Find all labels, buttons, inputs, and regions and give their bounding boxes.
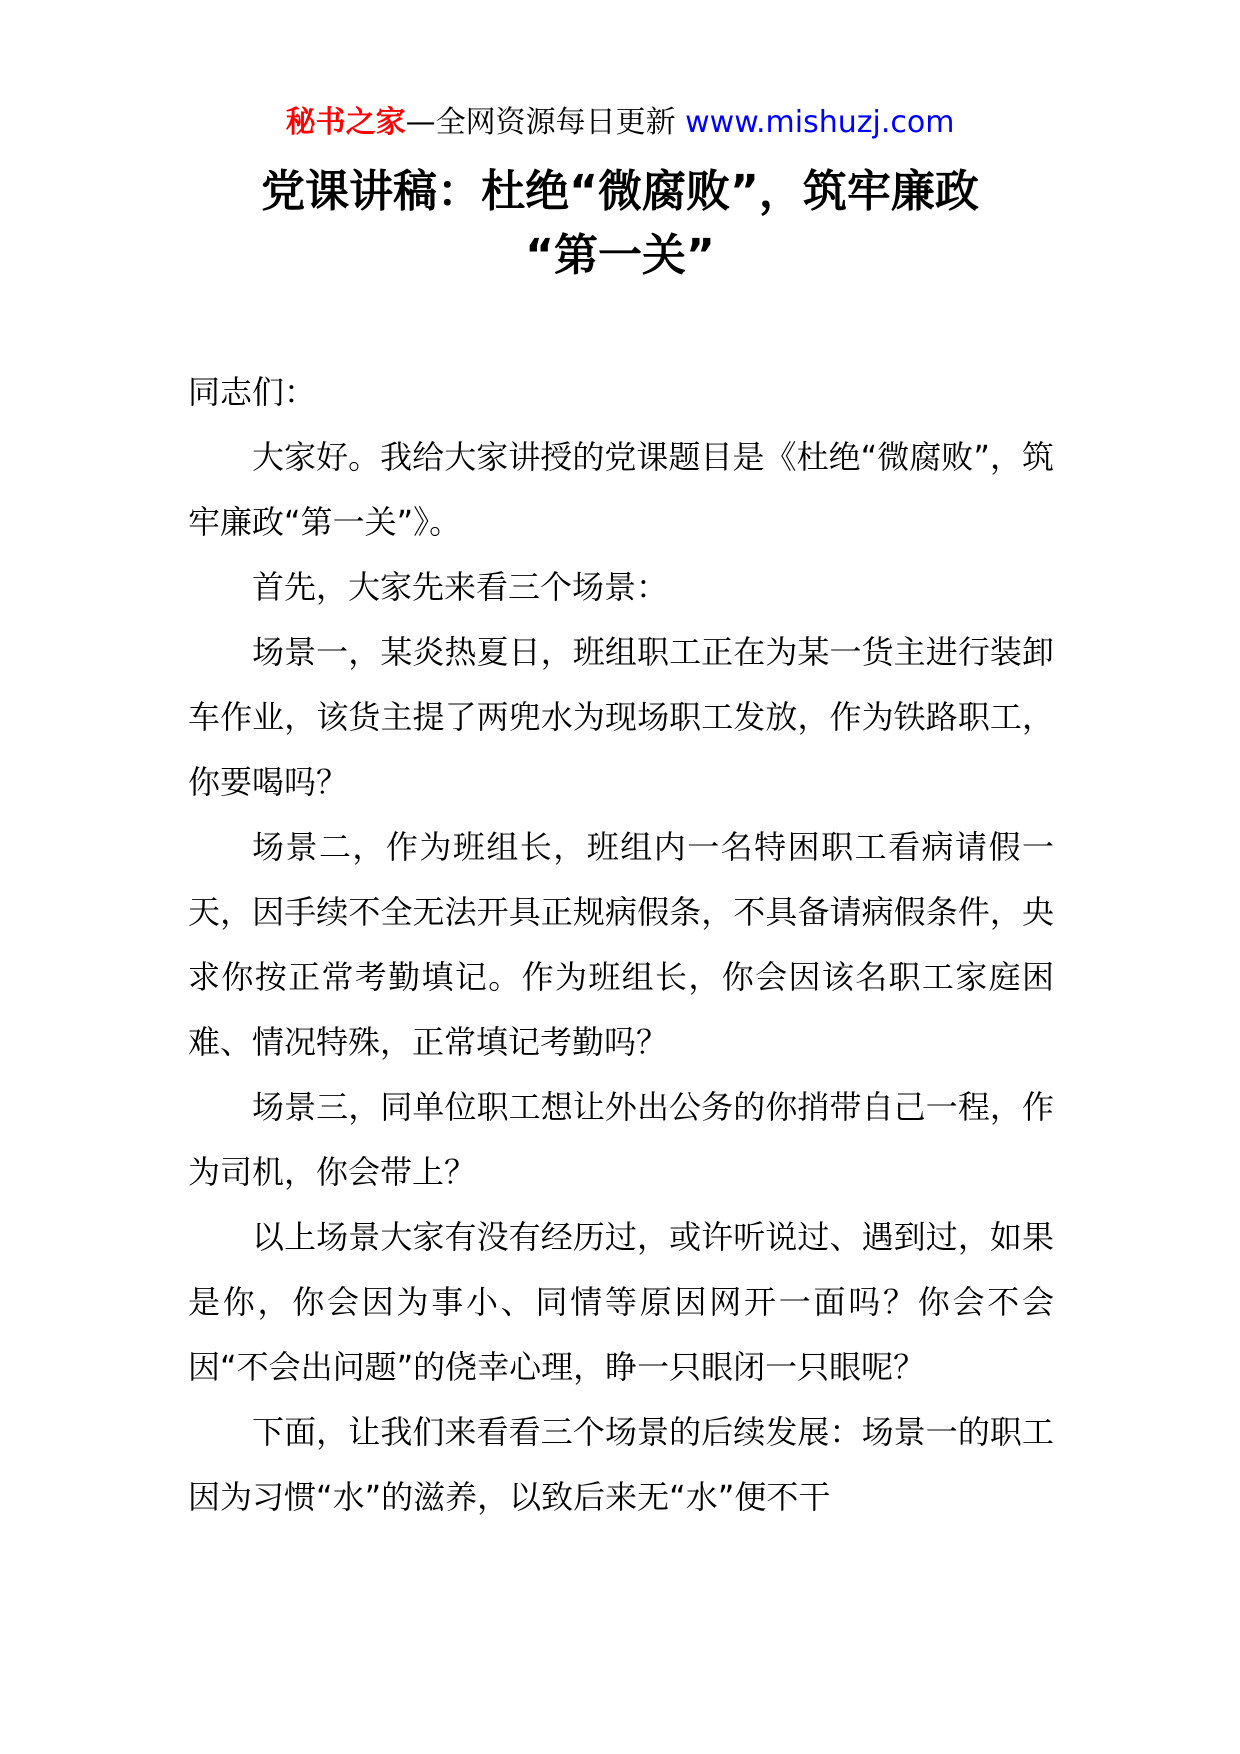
document-body [188,360,1054,1530]
salutation: 同志们： [188,373,317,411]
site-url-link[interactable]: www.mishuzj.com [685,105,955,140]
document-title [180,160,1060,288]
paragraph-reflection: 以上场景大家有没有经历过，或许听说过、遇到过，如果是你，你会因为事小、同情等原因网开一面吗？你会不会因“不会出问题”的侥幸心理，睁一只眼闭一只眼呢？ [188,1218,1054,1386]
paragraph-scene-one: 场景一，某炎热夏日，班组职工正在为某一货主进行装卸车作业，该货主提了两兜水为现场职工发放，作为铁路职工，你要喝吗？ [188,633,1054,801]
document-title-line-1: 党课讲稿：杜绝“微腐败”，筑牢廉政 [261,166,979,217]
document-title-line-2: “第一关” [525,230,715,281]
paragraph-greeting: 大家好。我给大家讲授的党课题目是《杜绝“微腐败”，筑牢廉政“第一关”》。 [188,438,1054,541]
site-header [0,100,1240,146]
paragraph-scene-two: 场景二，作为班组长，班组内一名特困职工看病请假一天，因手续不全无法开具正规病假条，不具备请病假条件，央求你按正常考勤填记。作为班组长，你会因该名职工家庭困难、情况特殊，正常填记考勤吗？ [188,828,1054,1061]
site-brand: 秘书之家 [285,105,406,140]
site-tagline: —全网资源每日更新 [405,105,686,140]
paragraph-intro-scenes: 首先，大家先来看三个场景： [252,568,669,606]
paragraph-scene-three: 场景三，同单位职工想让外出公务的你捎带自己一程，作为司机，你会带上？ [188,1088,1054,1191]
paragraph-follow-up: 下面，让我们来看看三个场景的后续发展：场景一的职工因为习惯“水”的滋养，以致后来无“水”便不干 [188,1413,1054,1516]
